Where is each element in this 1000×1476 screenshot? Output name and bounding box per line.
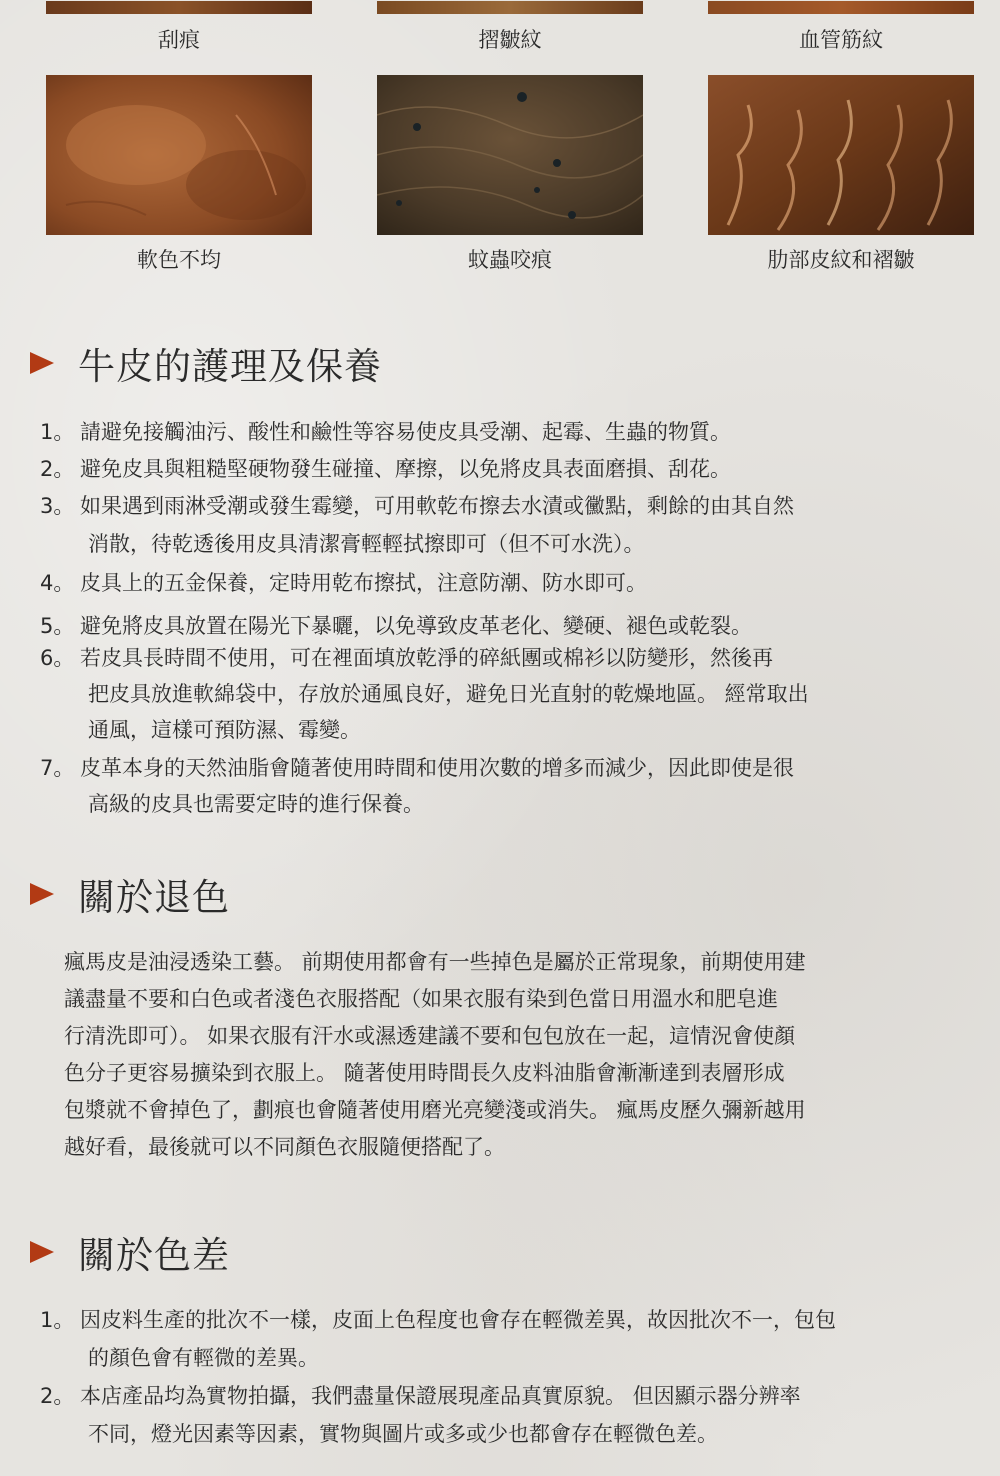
leather-rib-wrinkle-photo xyxy=(708,75,974,235)
care-item: 2。 避免皮具與粗糙堅硬物發生碰撞、摩擦，以免將皮具表面磨損、刮花。 xyxy=(40,457,731,481)
caption-uneven-color: 軟色不均 xyxy=(137,248,221,272)
fading-paragraph: 瘋馬皮是油浸透染工藝。 前期使用都會有一些掉色是屬於正常現象，前期使用建 議盡量不要和白色或者淺色衣服搭配（如果衣服有染到色當日用溫水和肥皂進 行清洗即可）。 如果衣服有汗水或濕透建議不要和包包放在一起，這情況會使顏 色分子更容易擴染到衣服上。 隨著使用時間長久皮料油脂會漸漸達到表層形成 包漿就不會掉色了，劃痕也會隨著使用磨光亮變淺或消失。 瘋馬皮歷久彌新越用 越好看，最後就可以不同顏色衣服隨便搭配了。 xyxy=(64,950,806,1159)
care-item: 7。 皮革本身的天然油脂會隨著使用時間和使用次數的增多而減少，因此即使是很 高級的皮具也需要定時的進行保養。 xyxy=(40,756,794,816)
color-diff-heading-text: 關於色差 xyxy=(78,1234,230,1277)
caption-rib-wrinkle: 肋部皮紋和褶皺 xyxy=(767,248,915,272)
color-diff-item: 2。 本店產品均為實物拍攝，我們盡量保證展現產品真實原貌。 但因顯示器分辨率 不同，燈光因素等因素，實物與圖片或多或少也都會存在輕微色差。 xyxy=(40,1384,801,1446)
care-heading-text: 牛皮的護理及保養 xyxy=(78,345,382,388)
triangle-bullet-icon xyxy=(30,883,54,905)
care-item: 4。 皮具上的五金保養，定時用乾布擦拭，注意防潮、防水即可。 xyxy=(40,571,647,595)
leather-uneven-color-photo xyxy=(46,75,312,235)
leather-vein-photo xyxy=(708,0,974,14)
color-diff-item: 1。 因皮料生產的批次不一樣，皮面上色程度也會存在輕微差異，故因批次不一，包包 的顏色會有輕微的差異。 xyxy=(40,1308,836,1370)
caption-vein: 血管筋紋 xyxy=(799,28,883,52)
care-section-heading xyxy=(30,336,382,390)
leather-insect-bite-photo xyxy=(377,75,643,235)
fading-heading-text: 關於退色 xyxy=(78,876,230,919)
care-item: 3。 如果遇到雨淋受潮或發生霉變，可用軟乾布擦去水漬或黴點，剩餘的由其自然 消散，待乾透後用皮具清潔膏輕輕拭擦即可（但不可水洗）。 xyxy=(40,494,794,556)
caption-insect-bite: 蚊蟲咬痕 xyxy=(468,248,552,272)
color-diff-section-heading xyxy=(30,1225,230,1279)
care-item: 6。 若皮具長時間不使用，可在裡面填放乾淨的碎紙團或棉衫以防變形，然後再 把皮具放進軟綿袋中，存放於通風良好，避免日光直射的乾燥地區。 經常取出 通風，這樣可預防濕、霉變。 xyxy=(40,646,809,742)
care-item: 5。 避免將皮具放置在陽光下暴曬，以免導致皮革老化、變硬、褪色或乾裂。 xyxy=(40,614,752,638)
leather-wrinkle-photo xyxy=(377,0,643,14)
caption-scratch: 刮痕 xyxy=(158,28,200,52)
triangle-bullet-icon xyxy=(30,352,54,374)
care-item: 1。 請避免接觸油污、酸性和鹼性等容易使皮具受潮、起霉、生蟲的物質。 xyxy=(40,420,731,444)
leather-scratch-photo xyxy=(46,0,312,14)
triangle-bullet-icon xyxy=(30,1241,54,1263)
fading-section-heading xyxy=(30,867,230,921)
caption-wrinkle: 摺皺紋 xyxy=(478,28,542,52)
